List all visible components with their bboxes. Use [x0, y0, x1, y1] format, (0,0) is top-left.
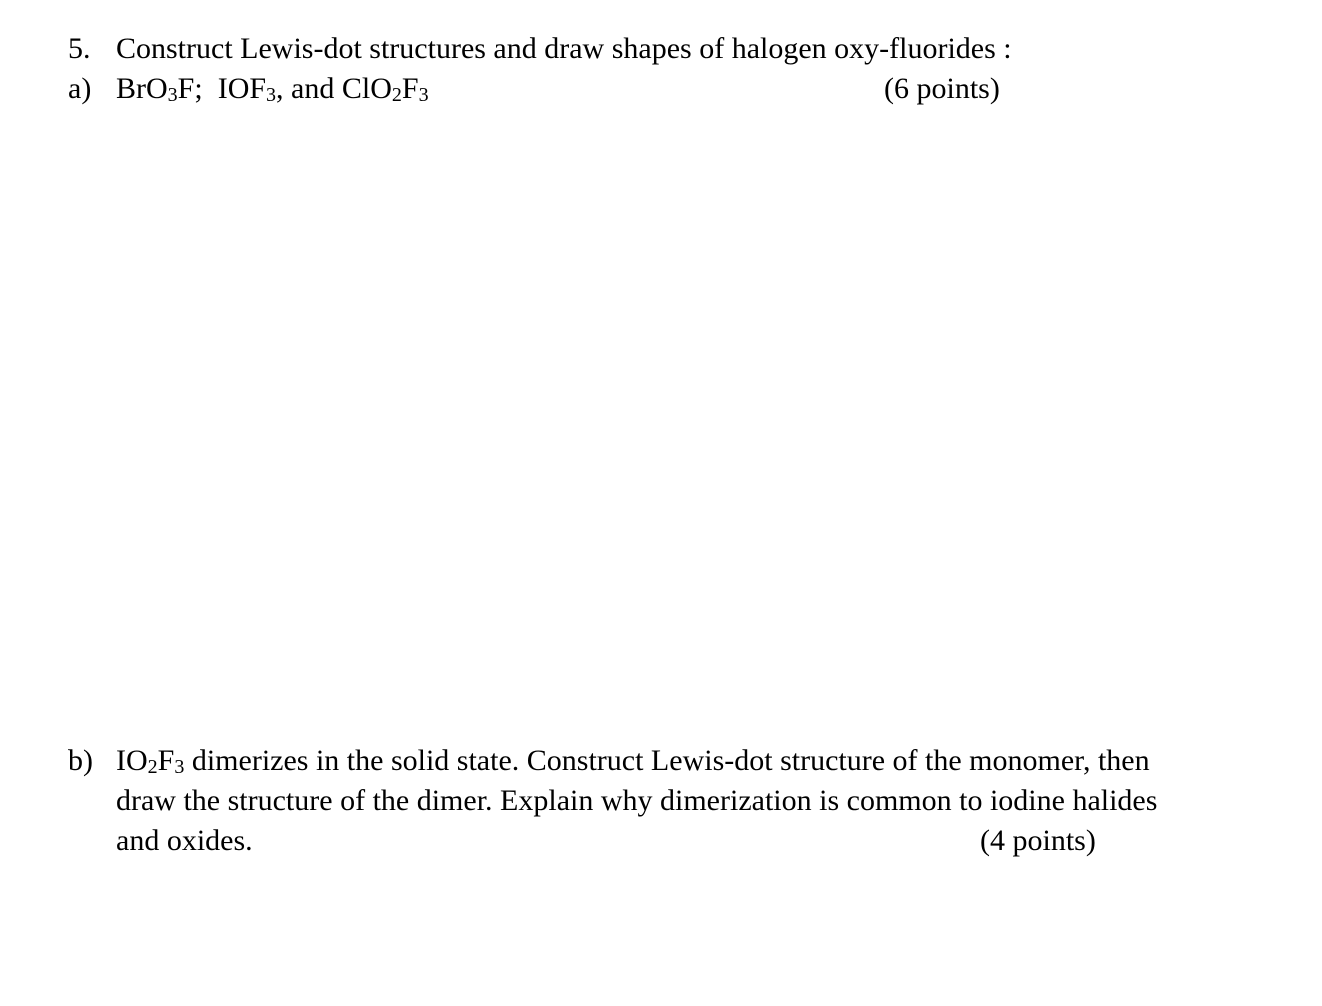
part-b-line-2: draw the structure of the dimer. Explain why dimerization is common to iodine halides	[116, 784, 1158, 817]
and-word: and	[291, 72, 335, 105]
part-b-label: b)	[68, 744, 93, 777]
part-a-label: a)	[68, 72, 92, 105]
part-b-line-1	[116, 746, 1150, 776]
formula-clo2f3: ClO2F3	[341, 72, 429, 106]
part-b-line-3: and oxides.	[116, 824, 253, 857]
formula-io2f3: IO2F3	[116, 744, 185, 778]
part-b-line-1-text: dimerizes in the solid state. Construct Lewis-dot structure of the monomer, then	[191, 744, 1150, 777]
formula-iof3: IOF3,	[217, 72, 284, 106]
formula-bro3f: BrO3F;	[116, 72, 203, 106]
question-title: Construct Lewis-dot structures and draw shapes of halogen oxy-fluorides :	[116, 32, 1012, 65]
part-a-points: (6 points)	[884, 72, 1000, 105]
part-a-formulas	[116, 74, 429, 104]
part-b-points: (4 points)	[980, 824, 1096, 857]
question-number: 5.	[68, 32, 91, 65]
